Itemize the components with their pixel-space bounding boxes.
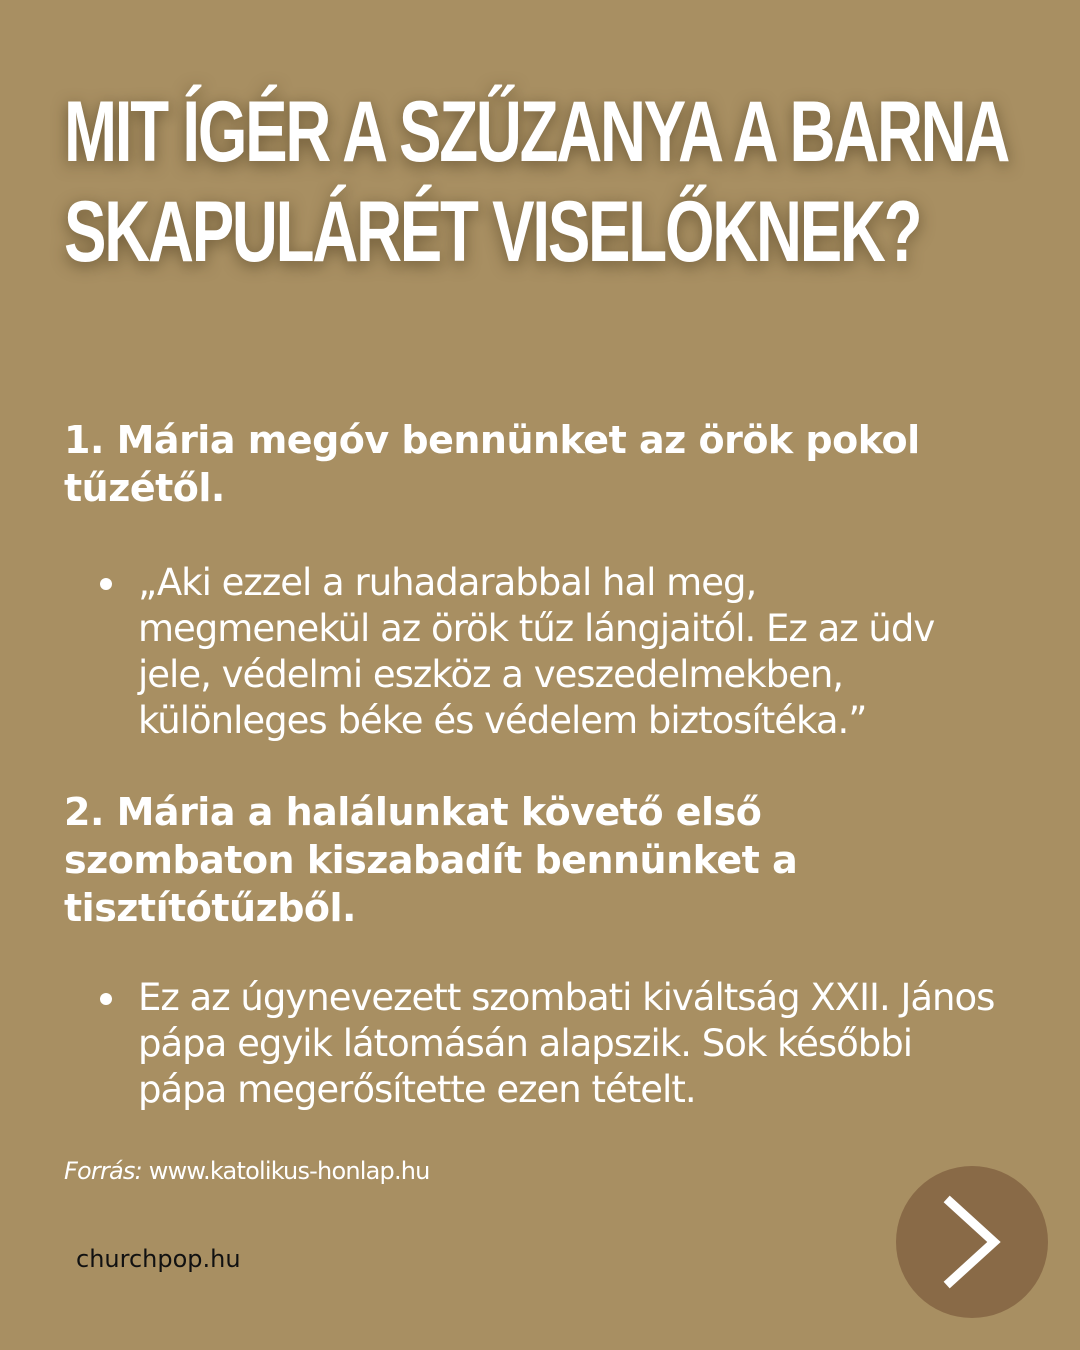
title-line-1: MIT ÍGÉR A SZŰZANYA A BARNA	[64, 84, 1009, 180]
page-title	[64, 82, 1009, 282]
promise-1-heading: 1. Mária megóv bennünket az örök pokol tűzétől.	[64, 418, 920, 510]
promise-2-bullet: Ez az úgynevezett szombati kiváltság XXII. János pápa egyik látomásán alapszik. Sok későbbi pápa megerősítette ezen tételt.	[96, 975, 996, 1113]
source-url: www.katolikus-honlap.hu	[148, 1157, 430, 1185]
source-credit	[64, 1156, 430, 1186]
chevron-right-icon	[940, 1194, 1004, 1290]
title-line-2: SKAPULÁRÉT VISELŐKNEK?	[64, 184, 921, 280]
next-slide-button[interactable]	[896, 1166, 1048, 1318]
source-label: Forrás:	[64, 1157, 142, 1185]
promise-1-bullet: „Aki ezzel a ruhadarabbal hal meg, megmenekül az örök tűz lángjaitól. Ez az üdv jele, védelmi eszköz a veszedelmekben, különleges béke és védelem biztosítéka.”	[96, 560, 996, 744]
promise-2-heading: 2. Mária a halálunkat követő első szombaton kiszabadít bennünket a tisztítótűzből.	[64, 790, 798, 930]
brand-watermark: churchpop.hu	[76, 1245, 241, 1273]
